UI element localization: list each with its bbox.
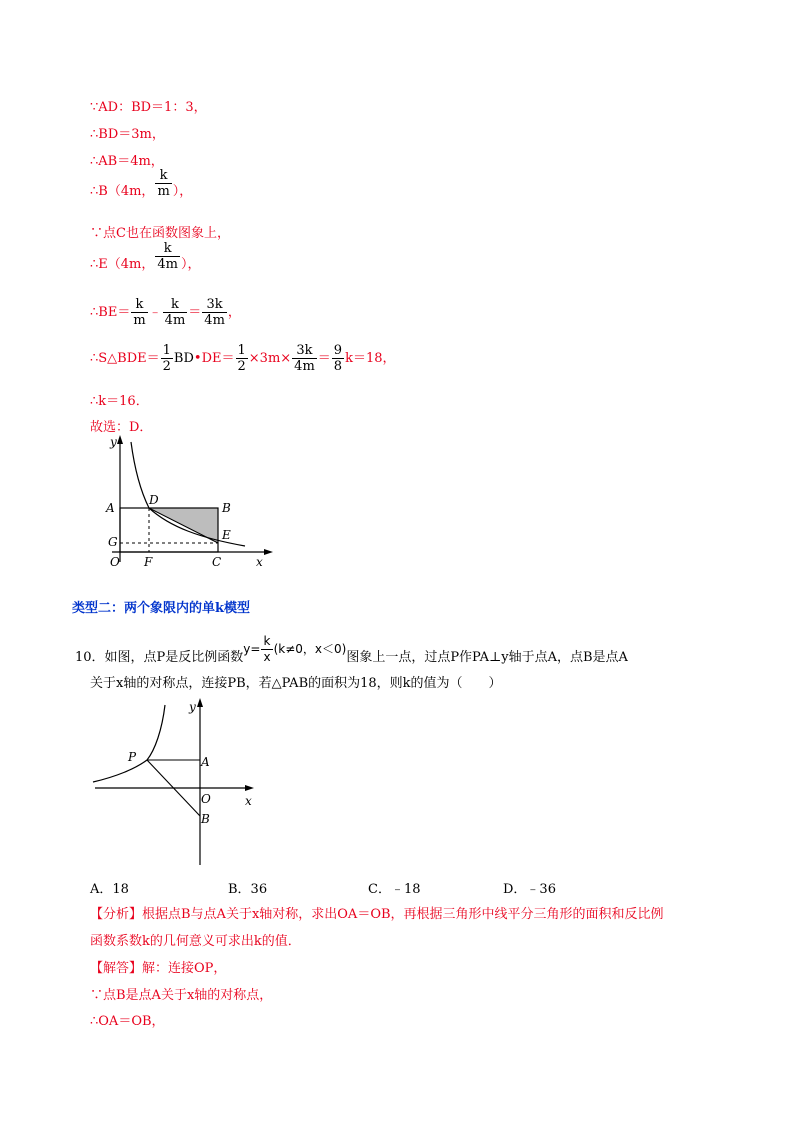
answer-line-2: ∵点B是点A关于x轴的对称点， bbox=[90, 988, 273, 1003]
text: y= bbox=[243, 642, 261, 656]
y-arrow-icon bbox=[197, 698, 203, 707]
text: BD bbox=[173, 351, 194, 366]
label-e: E bbox=[222, 528, 231, 542]
label-o: O bbox=[201, 792, 211, 806]
fraction bbox=[155, 168, 171, 199]
text: ＝ bbox=[317, 351, 331, 366]
option-d: D．﹣36 bbox=[503, 882, 556, 897]
numerator: k bbox=[261, 634, 272, 650]
label-a: A bbox=[106, 501, 115, 515]
numerator: 1 bbox=[162, 343, 171, 358]
question-number: 10． bbox=[75, 650, 105, 665]
text: 如图，点P是反比例函数 bbox=[104, 650, 244, 665]
section-heading: 类型二：两个象限内的单k模型 bbox=[72, 601, 251, 616]
x-arrow-icon bbox=[264, 549, 273, 555]
denominator: 2 bbox=[162, 359, 171, 374]
numerator: k bbox=[155, 241, 180, 257]
solution-line-2: ∴BD＝3m， bbox=[90, 127, 165, 142]
option-b: B．36 bbox=[228, 882, 268, 897]
text: 图象上一点，过点P作PA⊥y轴于点A，点B是点A bbox=[346, 650, 628, 665]
solution-line-6 bbox=[90, 241, 201, 280]
text: ∴B（4m， bbox=[90, 184, 155, 199]
label-b: B bbox=[201, 812, 210, 826]
fraction bbox=[163, 297, 188, 328]
text: ∴BE＝ bbox=[90, 305, 131, 320]
hyperbola-curve bbox=[93, 705, 165, 782]
fraction bbox=[332, 343, 344, 374]
numerator: k bbox=[155, 168, 171, 184]
text: ＝ bbox=[188, 305, 202, 320]
solution-line-5: ∵点C也在函数图象上， bbox=[90, 226, 230, 241]
solution-line-4 bbox=[90, 168, 193, 207]
text: k＝18， bbox=[345, 351, 396, 366]
solution-line-3: ∴AB＝4m， bbox=[90, 154, 164, 169]
label-x: x bbox=[256, 555, 263, 569]
numerator: 1 bbox=[237, 343, 246, 358]
answer-line-1: 【解答】解：连接OP， bbox=[90, 961, 227, 976]
denominator: x bbox=[263, 650, 271, 664]
label-d: D bbox=[149, 493, 159, 507]
label-x: x bbox=[245, 794, 252, 808]
y-arrow-icon bbox=[117, 435, 123, 444]
label-p: P bbox=[128, 750, 137, 764]
text: ）， bbox=[172, 184, 193, 199]
label-b: B bbox=[222, 501, 231, 515]
denominator: 2 bbox=[237, 359, 246, 374]
question-10-line-2: 关于x轴的对称点，连接PB，若△PAB的面积为18，则k的值为（ ） bbox=[90, 676, 502, 691]
denominator: m bbox=[157, 184, 170, 199]
option-a: A．18 bbox=[90, 882, 129, 897]
text: ∴E（4m， bbox=[90, 257, 155, 272]
denominator: 8 bbox=[333, 359, 343, 374]
denominator: m bbox=[133, 313, 146, 328]
option-c: C．﹣18 bbox=[368, 882, 421, 897]
label-o: O bbox=[110, 555, 120, 569]
fraction bbox=[236, 343, 248, 374]
label-g: G bbox=[108, 535, 118, 549]
numerator: 9 bbox=[333, 343, 343, 358]
question-10-line-1 bbox=[75, 634, 628, 673]
answer-line-3: ∴OA＝OB， bbox=[90, 1014, 165, 1029]
denominator: 4m bbox=[164, 313, 186, 328]
analysis-line-2: 函数系数k的几何意义可求出k的值． bbox=[90, 934, 301, 949]
label-y: y bbox=[110, 435, 117, 449]
figure-2 bbox=[90, 695, 270, 870]
text: •DE＝ bbox=[193, 351, 235, 366]
analysis-line-1: 【分析】根据点B与点A关于x轴对称，求出OA＝OB，再根据三角形中线平分三角形的面积和反比例 bbox=[90, 907, 664, 922]
condition: (k≠0，x＜0) bbox=[273, 642, 347, 656]
numerator: k bbox=[131, 297, 147, 313]
label-c: C bbox=[212, 555, 222, 569]
text: ∴S△BDE＝ bbox=[90, 351, 160, 366]
solution-line-8 bbox=[90, 343, 396, 374]
numerator: 3k bbox=[292, 343, 317, 359]
fraction bbox=[161, 343, 173, 374]
numerator: 3k bbox=[202, 297, 227, 313]
text: ， bbox=[227, 305, 241, 320]
fraction bbox=[261, 634, 272, 665]
label-a: A bbox=[201, 755, 210, 769]
formula bbox=[243, 634, 346, 665]
solution-line-9: ∴k＝16． bbox=[90, 394, 149, 409]
solution-line-10: 故选：D． bbox=[90, 420, 153, 435]
fraction bbox=[155, 241, 180, 272]
fraction bbox=[131, 297, 147, 328]
solution-line-7 bbox=[90, 297, 241, 328]
x-arrow-icon bbox=[245, 785, 254, 791]
denominator: 4m bbox=[204, 313, 225, 328]
denominator: 4m bbox=[294, 359, 315, 374]
label-f: F bbox=[144, 555, 153, 569]
fraction bbox=[202, 297, 227, 328]
label-y: y bbox=[189, 700, 196, 714]
text: ﹣ bbox=[148, 305, 162, 320]
fraction bbox=[292, 343, 317, 374]
numerator: k bbox=[163, 297, 188, 313]
solution-line-1: ∵AD：BD＝1：3， bbox=[90, 100, 207, 115]
figure-1 bbox=[90, 432, 280, 572]
text: ）， bbox=[180, 257, 201, 272]
denominator: 4m bbox=[157, 257, 178, 272]
text: ×3m× bbox=[248, 351, 292, 366]
